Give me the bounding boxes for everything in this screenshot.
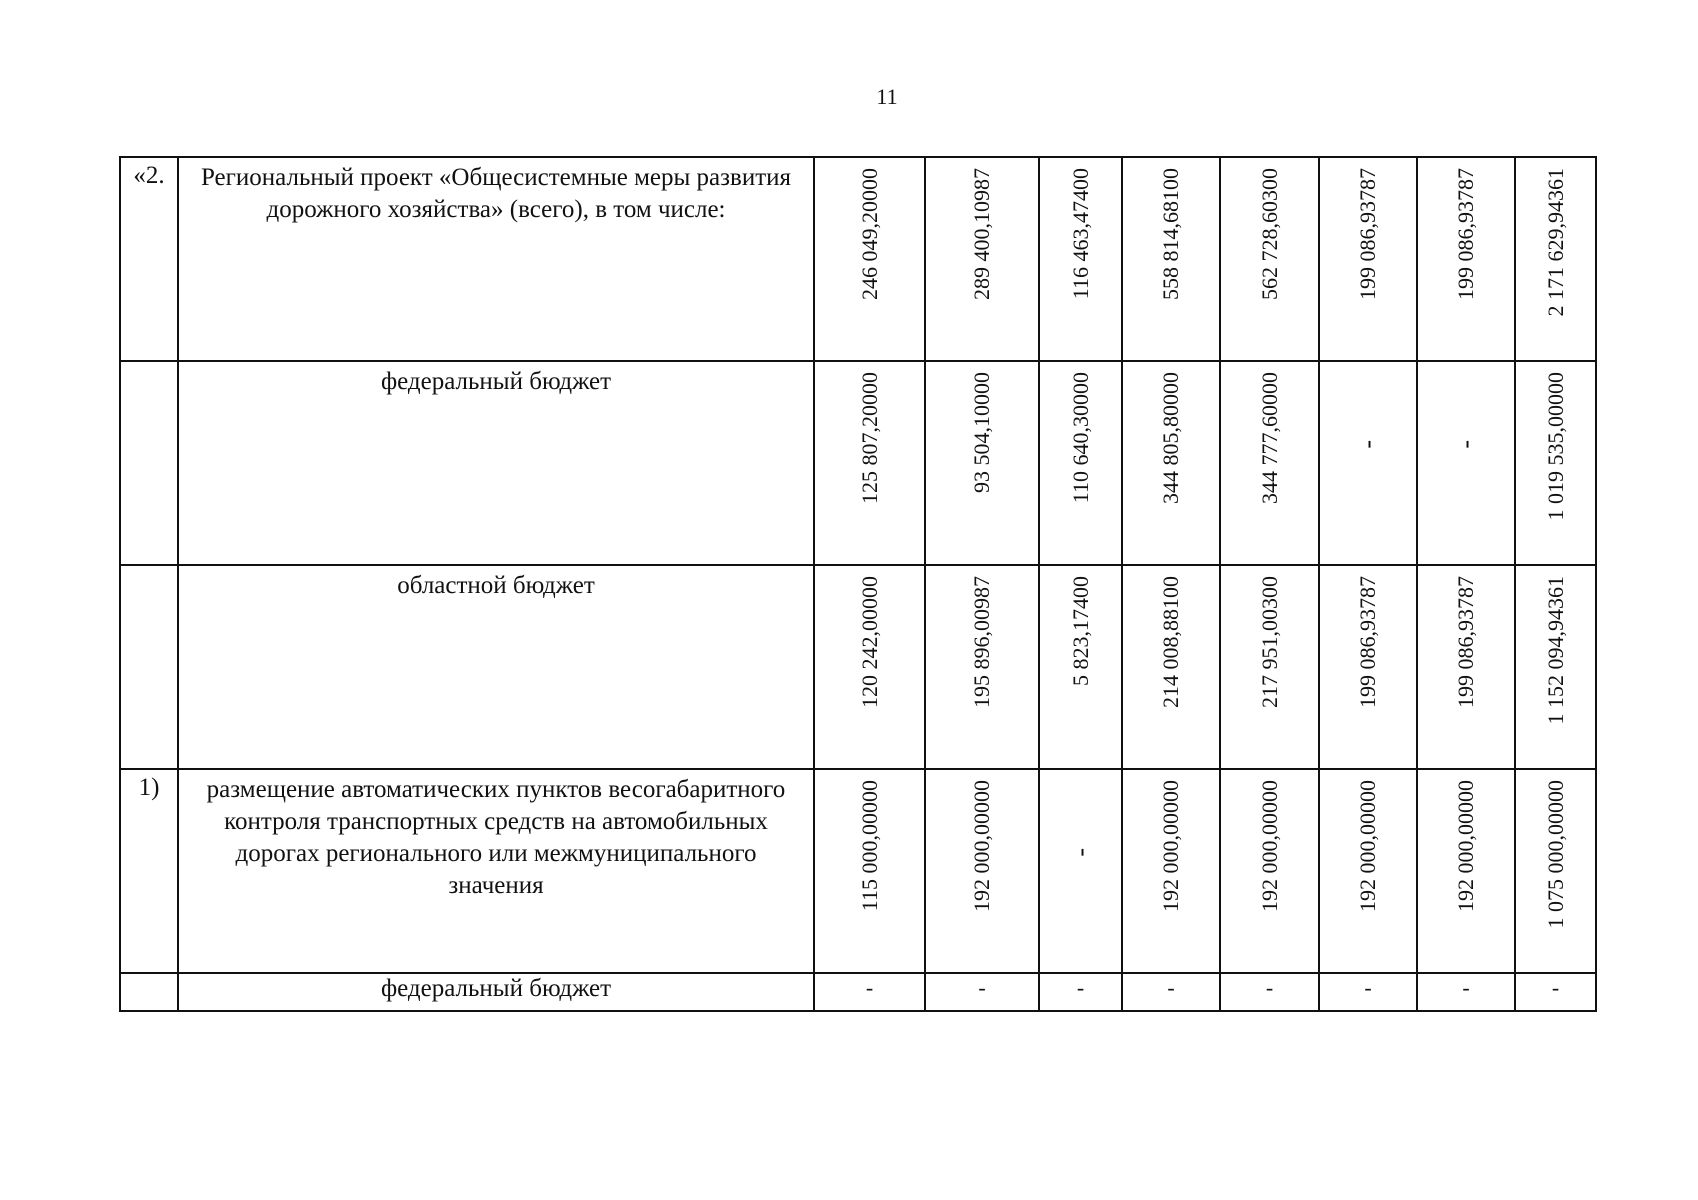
value-text: 199 086,93787 [1453,168,1478,300]
value-text: 344 805,80000 [1158,372,1183,504]
value-cell [1319,973,1417,1011]
value-text: 217 951,00300 [1256,576,1282,708]
table-row [120,973,1596,1011]
value-cell [925,157,1039,361]
value-text: 93 504,10000 [969,372,994,493]
value-cell [814,769,925,973]
row-description-cell: Региональный проект «Общесистемные меры развития дорожного хозяйства» (всего), в том числе: [178,157,814,361]
value-text: 1 152 094,94361 [1542,576,1568,725]
value-text: 115 000,00000 [856,780,882,912]
value-cell [925,973,1039,1011]
value-text: 192 000,00000 [1355,780,1380,912]
value-cell [1417,769,1515,973]
value-cell [925,361,1039,565]
value-text: 192 000,00000 [969,780,994,912]
value-cell [1039,565,1122,769]
row-number-cell [120,361,178,565]
value-cell [1122,769,1220,973]
value-text: 558 814,68100 [1158,168,1183,300]
value-cell [814,157,925,361]
value-cell [1122,973,1220,1011]
value-text: 192 000,00000 [1256,780,1282,912]
row-description-cell: размещение автоматических пунктов весогабаритного контроля транспортных средств на автомобильных дорогах регионального или межмуниципального значения [178,769,814,973]
row-description-cell: федеральный бюджет [178,973,814,1011]
value-text: 120 242,00000 [856,576,882,708]
value-text: 195 896,00987 [969,576,994,708]
value-text: - [1167,975,1175,1000]
value-text: - [1462,975,1470,1000]
value-cell [814,973,925,1011]
value-text: - [978,975,986,1000]
value-text: 1 019 535,00000 [1542,372,1568,521]
table-row [120,361,1596,565]
value-text: 1 075 000,00000 [1542,780,1568,929]
value-cell [1039,361,1122,565]
value-cell [925,565,1039,769]
value-cell [1417,973,1515,1011]
page-number: 11 [876,84,898,109]
value-cell [1220,565,1319,769]
row-number-cell [120,973,178,1011]
value-cell [1220,973,1319,1011]
value-text: - [1065,848,1095,857]
value-cell [1039,973,1122,1011]
value-cell [1515,769,1596,973]
value-text: - [865,975,874,1000]
value-text: - [1353,440,1382,449]
value-cell [1122,361,1220,565]
value-text: - [1451,440,1480,449]
value-cell [925,769,1039,973]
value-text: 199 086,93787 [1453,576,1478,708]
value-cell [1515,157,1596,361]
row-number-cell: «2. [120,157,178,361]
value-text: - [1265,975,1274,1000]
value-cell [1122,157,1220,361]
table-row [120,769,1596,973]
value-text: 246 049,20000 [856,168,882,300]
value-text: 199 086,93787 [1355,576,1380,708]
value-cell [1319,157,1417,361]
value-text: 192 000,00000 [1453,780,1478,912]
value-cell [1417,361,1515,565]
value-text: - [1551,975,1560,1000]
value-text: 110 640,30000 [1067,372,1093,504]
value-cell [1039,157,1122,361]
value-text: 2 171 629,94361 [1542,168,1568,317]
value-text: 199 086,93787 [1355,168,1380,300]
budget-table [119,156,1597,1012]
value-text: 5 823,17400 [1067,576,1093,686]
row-description-cell: областной бюджет [178,565,814,769]
value-cell [1122,565,1220,769]
table-row [120,157,1596,361]
value-cell [814,361,925,565]
value-text: 192 000,00000 [1158,780,1183,912]
value-cell [1039,769,1122,973]
value-text: 125 807,20000 [856,372,882,504]
value-text: 116 463,47400 [1067,168,1093,300]
row-description-cell: федеральный бюджет [178,361,814,565]
value-cell [1319,769,1417,973]
value-cell [1220,157,1319,361]
value-text: 344 777,60000 [1256,372,1282,504]
value-cell [814,565,925,769]
value-text: - [1076,975,1085,1000]
row-number-cell [120,565,178,769]
value-cell [1515,361,1596,565]
value-text: 289 400,10987 [969,168,994,300]
value-cell [1319,361,1417,565]
value-cell [1515,565,1596,769]
table-row [120,565,1596,769]
value-text: 214 008,88100 [1158,576,1183,708]
value-text: - [1364,975,1372,1000]
value-cell [1220,769,1319,973]
value-cell [1417,565,1515,769]
value-cell [1417,157,1515,361]
row-number-cell: 1) [120,769,178,973]
value-cell [1515,973,1596,1011]
value-text: 562 728,60300 [1256,168,1282,300]
value-cell [1319,565,1417,769]
value-cell [1220,361,1319,565]
